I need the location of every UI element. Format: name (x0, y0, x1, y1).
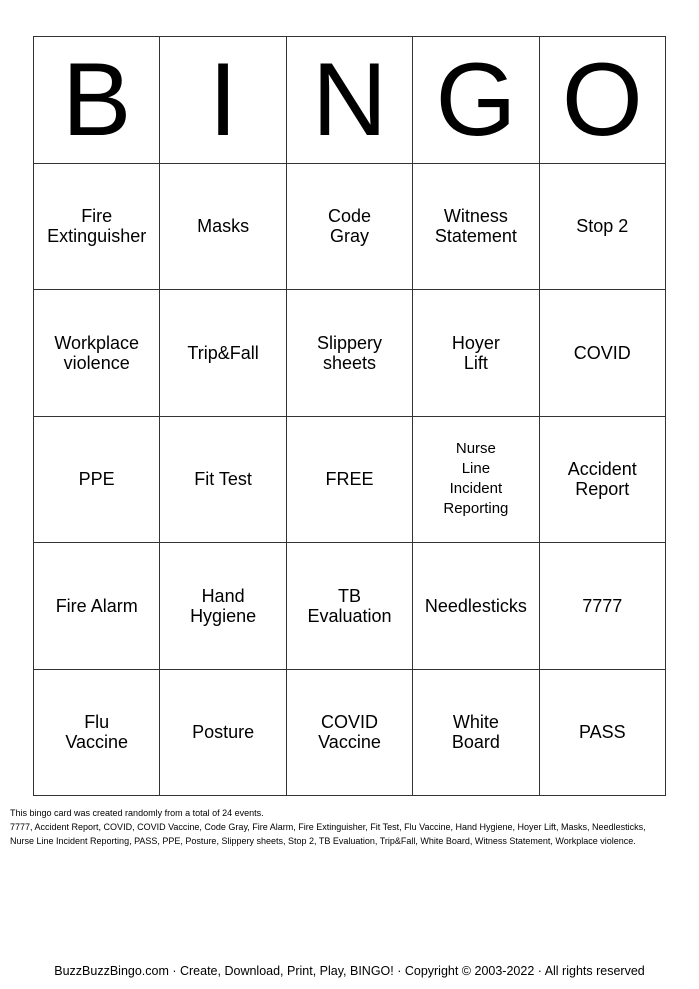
footnote-events-list: 7777, Accident Report, COVID, COVID Vaccine, Code Gray, Fire Alarm, Fire Extinguisher, Fit Test, Flu Vaccine, Hand Hygiene, Hoyer Lift, Masks, Needlesticks, (10, 822, 646, 832)
bingo-cell (413, 543, 539, 670)
cell-label: TB Evaluation (307, 585, 392, 626)
header-letter: N (311, 41, 388, 158)
bingo-cell (287, 290, 413, 417)
cell-label: Nurse Line Incident Reporting (443, 440, 509, 518)
header-letter: G (435, 41, 517, 158)
bingo-cell (34, 290, 160, 417)
cell-label: PASS (578, 722, 626, 743)
bingo-cell (160, 543, 286, 670)
cell-label: Trip&Fall (187, 342, 259, 363)
cell-label: Masks (197, 216, 250, 237)
bingo-cell (540, 164, 666, 291)
bingo-cell (413, 164, 539, 291)
cell-label: FREE (325, 469, 374, 490)
cell-label: Witness Statement (434, 206, 517, 247)
footnote-summary: This bingo card was created randomly from a total of 24 events. (10, 808, 264, 818)
cell-label: Workplace violence (54, 332, 140, 373)
bingo-cell (287, 670, 413, 797)
footnote-events-list-continued: Nurse Line Incident Reporting, PASS, PPE, Posture, Slippery sheets, Stop 2, TB Evaluation, Trip&Fall, White Board, Witness Statement, Workplace violence. (10, 836, 636, 846)
bingo-cell (540, 670, 666, 797)
cell-label: Hoyer Lift (451, 332, 500, 373)
cell-label: Accident Report (567, 459, 637, 500)
cell-label: Needlesticks (424, 595, 527, 616)
bingo-cell (413, 290, 539, 417)
bingo-cell (287, 543, 413, 670)
card-footnote (10, 806, 690, 848)
cell-label: White Board (451, 712, 500, 753)
cell-label: PPE (78, 469, 115, 490)
cell-label: Slippery sheets (316, 332, 382, 373)
bingo-cell (34, 670, 160, 797)
cell-label: Code Gray (327, 206, 371, 247)
cell-label: Flu Vaccine (65, 712, 129, 753)
cell-label: Fire Extinguisher (47, 206, 147, 247)
header-letter: B (62, 41, 132, 158)
bingo-cell (413, 670, 539, 797)
cell-label: Stop 2 (576, 216, 629, 237)
header-letter: I (208, 41, 238, 158)
bingo-card (33, 36, 666, 796)
header-letter: O (561, 41, 643, 158)
bingo-cell (160, 164, 286, 291)
bingo-cell (160, 290, 286, 417)
cell-label: Hand Hygiene (190, 585, 257, 626)
cell-label: Posture (192, 722, 255, 743)
bingo-cell (540, 417, 666, 544)
header-letter-n (287, 37, 413, 164)
header-letter-g (413, 37, 539, 164)
bingo-cell (540, 543, 666, 670)
header-letter-b (34, 37, 160, 164)
header-letter-o (540, 37, 666, 164)
cell-label: Fit Test (194, 469, 252, 490)
site-footer: BuzzBuzzBingo.com · Create, Download, Print, Play, BINGO! · Copyright © 2003-2022 · All rights reserved (54, 964, 645, 978)
header-letter-i (160, 37, 286, 164)
cell-label: COVID Vaccine (318, 712, 381, 753)
bingo-cell (540, 290, 666, 417)
cell-label: COVID (573, 342, 631, 363)
bingo-cell (413, 417, 539, 544)
bingo-cell (34, 543, 160, 670)
free-space-cell (287, 417, 413, 544)
bingo-cell (160, 417, 286, 544)
cell-label: 7777 (582, 595, 623, 616)
bingo-cell (34, 164, 160, 291)
bingo-cell (160, 670, 286, 797)
cell-label: Fire Alarm (55, 595, 138, 616)
bingo-cell (287, 164, 413, 291)
bingo-cell (34, 417, 160, 544)
